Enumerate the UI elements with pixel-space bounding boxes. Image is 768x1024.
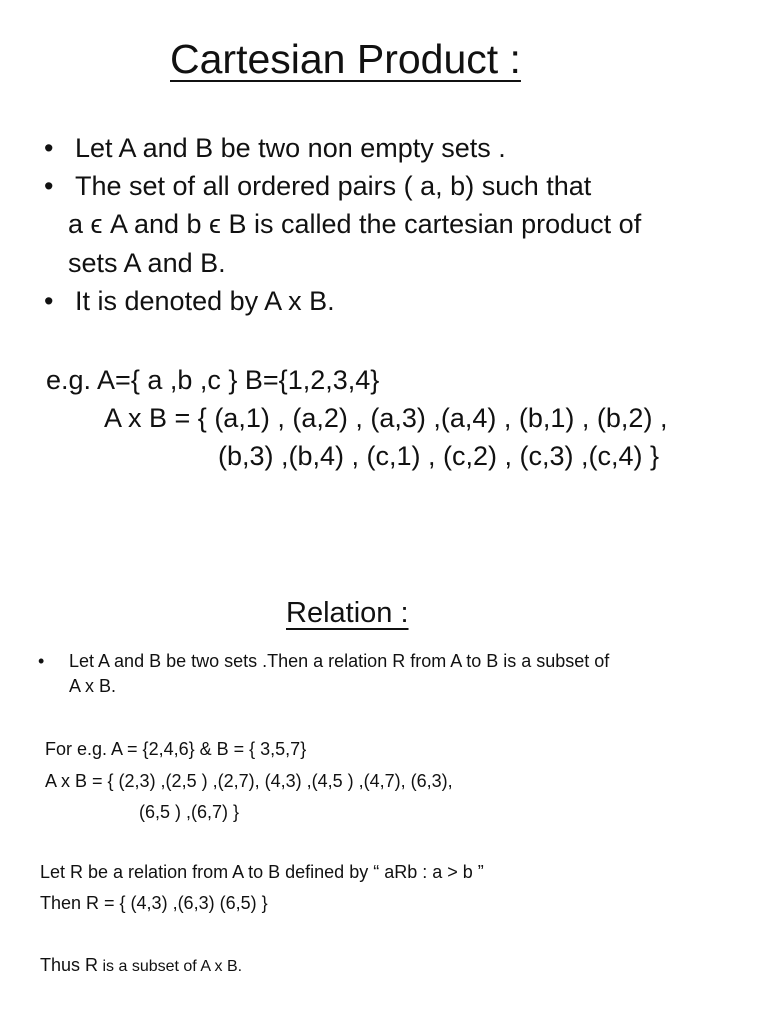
cartesian-bullet-2-line-1: The set of all ordered pairs ( a, b) such that [75,171,592,201]
relation-bullet-line-2: A x B. [69,676,117,696]
relation-example-product-line-2: (6,5 ) ,(6,7) } [139,802,240,822]
bullet-marker: • [38,651,45,671]
page-title: Cartesian Product : [170,36,521,82]
relation-example-product-line-1: A x B = { (2,3) ,(2,5 ) ,(2,7), (4,3) ,(4,5 ) ,(4,7), (6,3), [45,771,453,791]
relation-bullet-line-1: Let A and B be two sets .Then a relation R from A to B is a subset of [69,651,610,671]
relation-definition-line-2: Then R = { (4,3) ,(6,3) (6,5) } [40,893,268,913]
bullet-marker: • [44,133,54,163]
bullet-marker: • [44,171,54,201]
cartesian-example-sets: e.g. A={ a ,b ,c } B={1,2,3,4} [46,365,380,395]
cartesian-bullet-2-line-2: a ϵ A and b ϵ B is called the cartesian product of [68,209,642,239]
relation-definition-line-1: Let R be a relation from A to B defined by “ aRb : a > b ” [40,862,484,882]
cartesian-example-product-line-1: A x B = { (a,1) , (a,2) , (a,3) ,(a,4) , (b,1) , (b,2) , [104,403,668,433]
cartesian-bullet-1: Let A and B be two non empty sets . [75,133,506,163]
relation-conclusion [40,955,242,976]
section-title-relation: Relation : [286,597,409,629]
relation-conclusion-part-1: Thus R [40,955,99,975]
cartesian-bullet-2-line-3: sets A and B. [68,248,226,278]
cartesian-bullet-3: It is denoted by A x B. [75,286,335,316]
relation-example-sets: For e.g. A = {2,4,6} & B = { 3,5,7} [45,739,307,759]
bullet-marker: • [44,286,54,316]
cartesian-example-product-line-2: (b,3) ,(b,4) , (c,1) , (c,2) , (c,3) ,(c,4) } [218,441,660,471]
relation-conclusion-part-2: is a subset of A x B. [98,958,243,975]
